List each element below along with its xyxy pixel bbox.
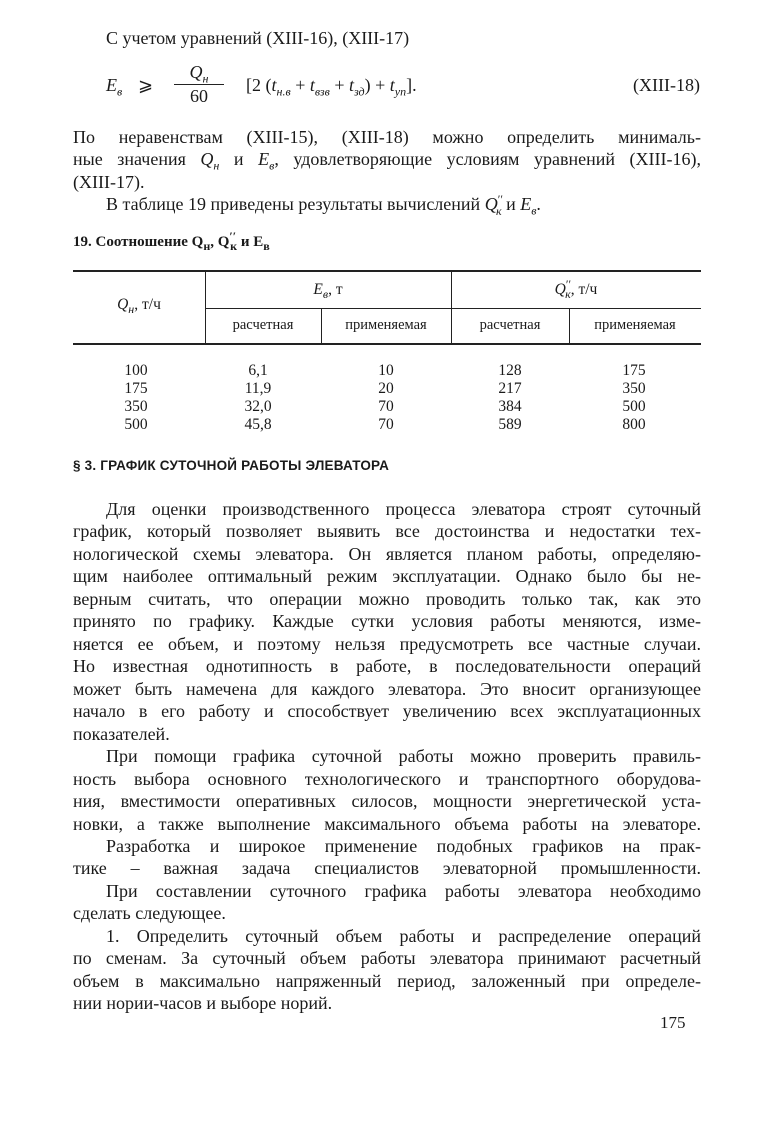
col-q-values	[100, 362, 172, 434]
body-line: Разработка и широкое применение подобных графиков на прак-	[106, 836, 701, 856]
table-mid-rule	[205, 308, 701, 309]
formula-xiii-18	[106, 62, 700, 110]
para1-line2: ные значения $Q_н$ и $E_в$, удовлетворяющие условиям уравнений (XIII-16),	[73, 149, 701, 173]
body-line: верным считать, что операции можно проводить только так, как это	[73, 589, 701, 609]
table-cell: 384	[498, 398, 522, 415]
body-line: нологической схемы элеватора. Он является планом работы, определяю-	[73, 544, 701, 564]
intro-line: С учетом уравнений (XIII-16), (XIII-17)	[106, 28, 410, 48]
header-q-n: $Q_н$, т/ч	[117, 296, 161, 317]
table-cell: 589	[498, 416, 522, 433]
fraction-denominator: 60	[190, 86, 208, 106]
body-line: 1. Определить суточный объем работы и распределение операций	[106, 926, 701, 946]
body-line: график, который позволяет выявить все достоинства и недостатки тех-	[73, 521, 701, 541]
table-cell: 70	[378, 416, 394, 433]
table-cell: 10	[378, 362, 394, 379]
header-group-qk: $Q''_к$, т/ч	[554, 276, 598, 302]
body-line: ность выбора основного технологического и транспортного оборудова-	[73, 769, 701, 789]
body-line: Но известная однотипность в работе, в последовательности операций	[73, 656, 701, 676]
table-cell: 217	[498, 380, 522, 397]
table-cell: 350	[622, 380, 646, 397]
formula-ge-sign: ⩾	[138, 75, 154, 95]
body-line: новки, а также выполнение максимального объема работы на элеваторе.	[73, 814, 701, 834]
table-cell: 6,1	[248, 362, 268, 379]
header-e-used: применяемая	[345, 317, 427, 333]
table-caption: 19. Соотношение $Q_н$, $Q''_к$ и $E_в$	[73, 229, 270, 253]
table-cell: 175	[124, 380, 148, 397]
body-line: начало в его работу и способствует увеличению всех эксплуатационных	[73, 701, 701, 721]
header-group-e: $E_в$, т	[313, 281, 343, 302]
section-title: § 3. ГРАФИК СУТОЧНОЙ РАБОТЫ ЭЛЕВАТОРА	[73, 458, 390, 473]
body-line: При помощи графика суточной работы можно проверить правиль-	[106, 746, 701, 766]
col-e-used	[356, 362, 416, 434]
header-qk-used: применяемая	[594, 317, 676, 333]
table-top-rule	[73, 270, 701, 272]
body-line: принято по графику. Каждые сутки условия работы меняются, изме-	[73, 611, 701, 631]
body-line: нии нории-часов и выборе норий.	[73, 993, 333, 1013]
formula-number: (XIII-18)	[633, 75, 700, 95]
body-line: может быть намечена для каждого элеватора. Это вносит организующее	[73, 679, 701, 699]
table-cell: 500	[622, 398, 646, 415]
col-e-calc	[228, 362, 288, 434]
table-cell: 32,0	[244, 398, 272, 415]
body-line: Для оценки производственного процесса элеватора строят суточный	[106, 499, 701, 519]
page-number: 175	[660, 1013, 686, 1032]
table-cell: 20	[378, 380, 394, 397]
table-cell: 128	[498, 362, 522, 379]
table-cell: 500	[124, 416, 148, 433]
table-cell: 70	[378, 398, 394, 415]
body-line: по сменам. За суточный объем работы элеватора принимают расчетный	[73, 948, 701, 968]
formula-bracket-expression: [2 $(t_{н.в} + t_{взв} + t_{зд}) + t_{уп}$].	[246, 75, 417, 99]
header-e-calc: расчетная	[232, 317, 294, 333]
body-line: няется ее объем, и поэтому нельзя предусмотреть все частные случаи.	[73, 634, 701, 654]
para1-line1: По неравенствам (XIII-15), (XIII-18) можно определить минималь-	[73, 127, 701, 147]
table-cell: 100	[124, 362, 148, 379]
body-line: сделать следующее.	[73, 903, 226, 923]
table-cell: 45,8	[244, 416, 272, 433]
col-qk-calc	[480, 362, 540, 434]
table-cell: 350	[124, 398, 148, 415]
body-line: ния, вместимости оперативных силосов, мощности энергетической уста-	[73, 791, 701, 811]
body-line: показателей.	[73, 724, 170, 744]
fraction-numerator: $Q_н$	[189, 62, 209, 86]
formula-lhs: $E_в$	[106, 75, 123, 99]
para1-line3: (XIII-17).	[73, 172, 145, 192]
table-cell: 800	[622, 416, 646, 433]
body-line: щим наиболее оптимальный режим эксплуатации. Однако было бы не-	[73, 566, 701, 586]
table-cell: 175	[622, 362, 646, 379]
body-line: При составлении суточного графика работы элеватора необходимо	[106, 881, 701, 901]
body-line: объем в максимально напряженный период, заложенный при определе-	[73, 971, 701, 991]
body-line: тике – важная задача специалистов элеваторной промышленности.	[73, 858, 701, 878]
col-qk-used	[604, 362, 664, 434]
para2: В таблице 19 приведены результаты вычислений $Q''_к$ и $E_в$.	[106, 192, 541, 218]
table-cell: 11,9	[244, 380, 272, 397]
table-header-bottom-rule	[73, 343, 701, 345]
header-qk-calc: расчетная	[479, 317, 541, 333]
fraction-bar	[174, 84, 224, 85]
